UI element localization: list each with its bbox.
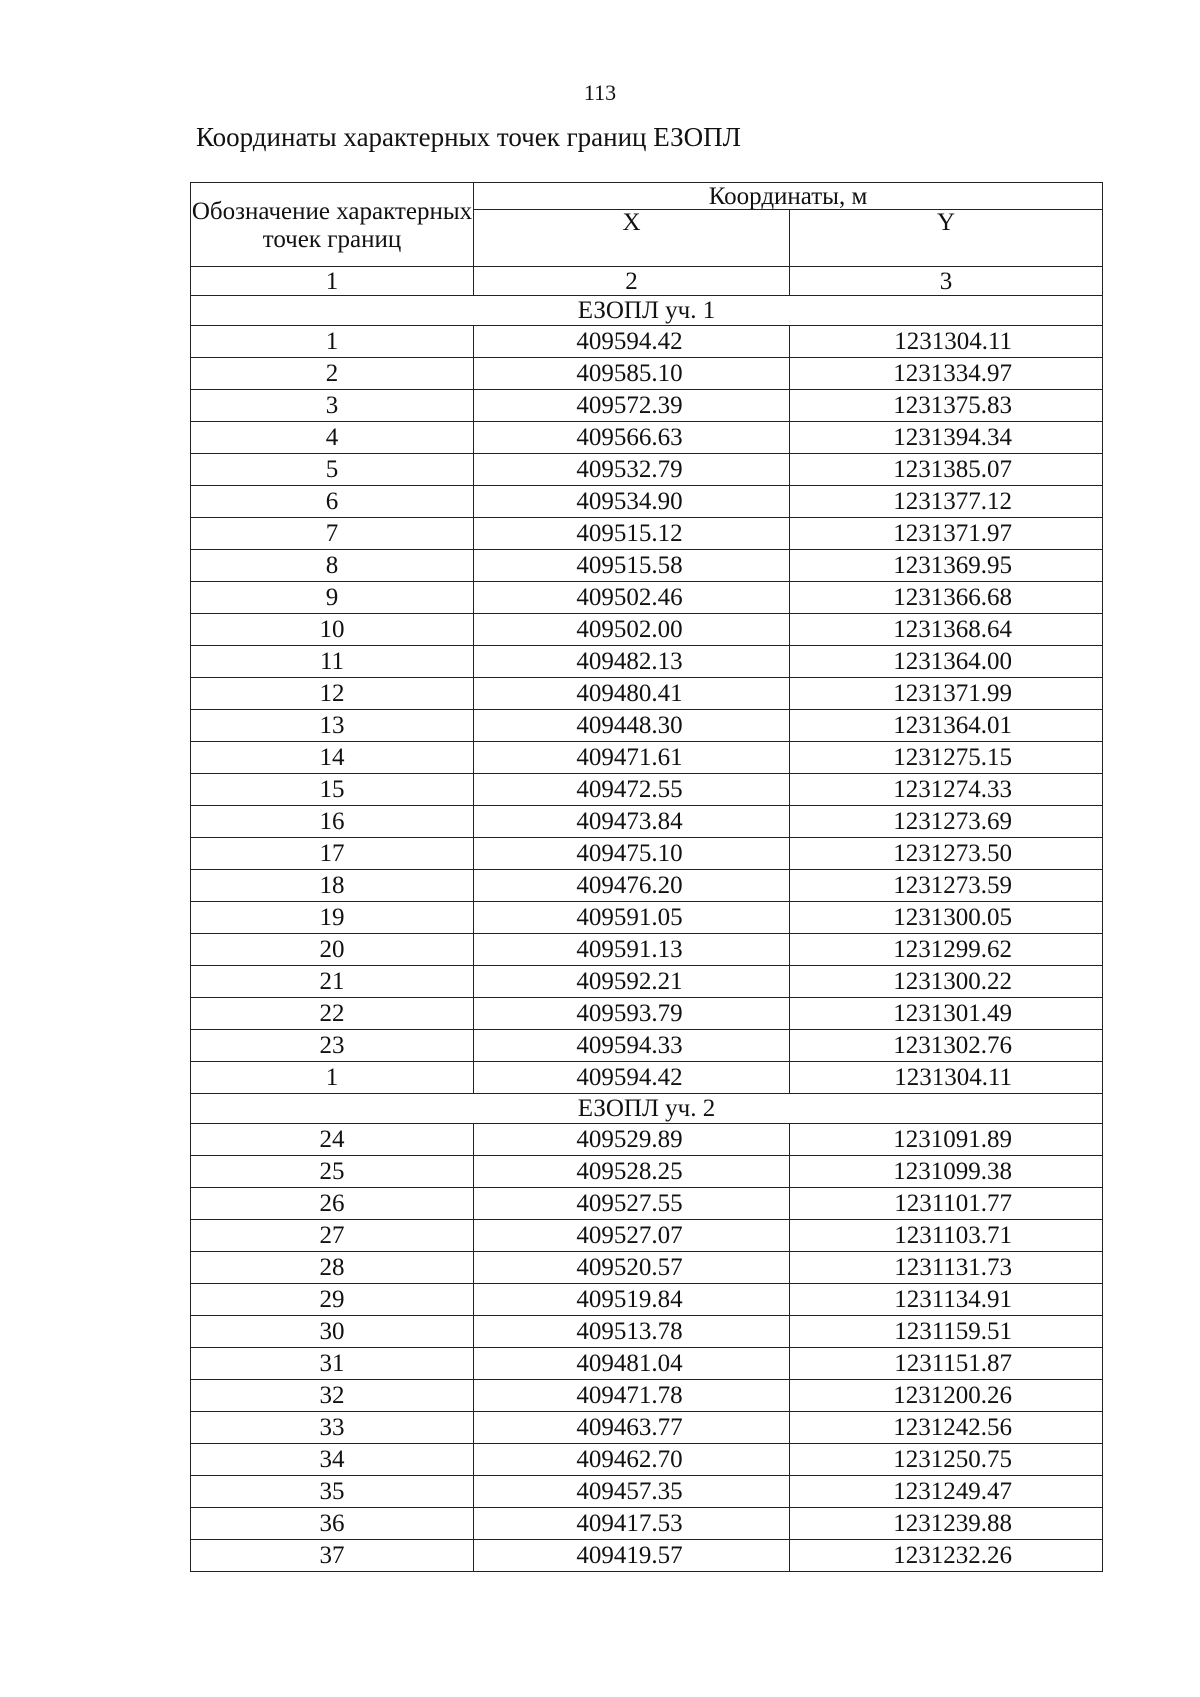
- x-cell: 409520.57: [474, 1252, 790, 1284]
- y-cell: 1231099.38: [790, 1156, 1103, 1188]
- column-number-2: 2: [474, 267, 790, 296]
- table-row: [191, 1156, 1103, 1188]
- point-cell: 17: [191, 838, 474, 870]
- y-cell: 1231200.26: [790, 1380, 1103, 1412]
- y-cell: 1231151.87: [790, 1348, 1103, 1380]
- table-header: [191, 183, 1103, 296]
- x-cell: 409482.13: [474, 646, 790, 678]
- table-row: [191, 870, 1103, 902]
- x-cell: 409566.63: [474, 422, 790, 454]
- x-cell: 409532.79: [474, 454, 790, 486]
- page-number: 113: [583, 80, 617, 105]
- point-cell: 30: [191, 1316, 474, 1348]
- point-cell: 37: [191, 1540, 474, 1572]
- table-row: [191, 390, 1103, 422]
- y-cell: 1231242.56: [790, 1412, 1103, 1444]
- document-title: Координаты характерных точек границ ЕЗОПЛ: [196, 122, 741, 152]
- point-cell: 27: [191, 1220, 474, 1252]
- point-cell: 35: [191, 1476, 474, 1508]
- point-cell: 23: [191, 1030, 474, 1062]
- x-cell: 409585.10: [474, 358, 790, 390]
- x-cell: 409594.42: [474, 1062, 790, 1094]
- y-cell: 1231366.68: [790, 582, 1103, 614]
- table-row: [191, 1540, 1103, 1572]
- table-row: [191, 838, 1103, 870]
- x-cell: 409475.10: [474, 838, 790, 870]
- point-cell: 10: [191, 614, 474, 646]
- point-cell: 19: [191, 902, 474, 934]
- y-cell: 1231300.05: [790, 902, 1103, 934]
- point-cell: 9: [191, 582, 474, 614]
- point-cell: 33: [191, 1412, 474, 1444]
- x-cell: 409591.05: [474, 902, 790, 934]
- point-cell: 22: [191, 998, 474, 1030]
- table-row: [191, 422, 1103, 454]
- point-cell: 32: [191, 1380, 474, 1412]
- table-row: [191, 1348, 1103, 1380]
- x-cell: 409594.33: [474, 1030, 790, 1062]
- section-row: [191, 1094, 1103, 1124]
- x-cell: 409515.58: [474, 550, 790, 582]
- x-cell: 409519.84: [474, 1284, 790, 1316]
- x-cell: 409572.39: [474, 390, 790, 422]
- point-cell: 28: [191, 1252, 474, 1284]
- point-cell: 7: [191, 518, 474, 550]
- y-cell: 1231364.00: [790, 646, 1103, 678]
- table-row: [191, 742, 1103, 774]
- y-cell: 1231091.89: [790, 1124, 1103, 1156]
- y-cell: 1231250.75: [790, 1444, 1103, 1476]
- y-cell: 1231299.62: [790, 934, 1103, 966]
- point-cell: 21: [191, 966, 474, 998]
- point-cell: 1: [191, 1062, 474, 1094]
- point-cell: 6: [191, 486, 474, 518]
- point-cell: 25: [191, 1156, 474, 1188]
- y-cell: 1231101.77: [790, 1188, 1103, 1220]
- table-row: [191, 1220, 1103, 1252]
- table-row: [191, 774, 1103, 806]
- y-cell: 1231371.97: [790, 518, 1103, 550]
- y-cell: 1231273.50: [790, 838, 1103, 870]
- header-x: X: [474, 210, 790, 267]
- point-cell: 26: [191, 1188, 474, 1220]
- table-row: [191, 1252, 1103, 1284]
- table-body: [191, 296, 1103, 1572]
- x-cell: 409528.25: [474, 1156, 790, 1188]
- y-cell: 1231368.64: [790, 614, 1103, 646]
- section-title: ЕЗОПЛ уч. 1: [191, 296, 1103, 326]
- x-cell: 409471.61: [474, 742, 790, 774]
- x-cell: 409471.78: [474, 1380, 790, 1412]
- column-numbers-row: [191, 267, 1103, 296]
- y-cell: 1231134.91: [790, 1284, 1103, 1316]
- point-cell: 8: [191, 550, 474, 582]
- point-cell: 24: [191, 1124, 474, 1156]
- x-cell: 409476.20: [474, 870, 790, 902]
- y-cell: 1231304.11: [790, 1062, 1103, 1094]
- point-cell: 31: [191, 1348, 474, 1380]
- x-cell: 409480.41: [474, 678, 790, 710]
- point-cell: 11: [191, 646, 474, 678]
- y-cell: 1231239.88: [790, 1508, 1103, 1540]
- table-row: [191, 582, 1103, 614]
- table-row: [191, 550, 1103, 582]
- x-cell: 409594.42: [474, 326, 790, 358]
- table-row: [191, 486, 1103, 518]
- table-row: [191, 902, 1103, 934]
- column-number-1: 1: [191, 267, 474, 296]
- y-cell: 1231131.73: [790, 1252, 1103, 1284]
- y-cell: 1231273.69: [790, 806, 1103, 838]
- x-cell: 409593.79: [474, 998, 790, 1030]
- header-coordinates-group: Координаты, м: [474, 183, 1103, 210]
- point-cell: 12: [191, 678, 474, 710]
- table-row: [191, 998, 1103, 1030]
- table-row: [191, 806, 1103, 838]
- section-title: ЕЗОПЛ уч. 2: [191, 1094, 1103, 1124]
- x-cell: 409457.35: [474, 1476, 790, 1508]
- coordinates-table: [190, 182, 1103, 1572]
- x-cell: 409448.30: [474, 710, 790, 742]
- section-row: [191, 296, 1103, 326]
- y-cell: 1231300.22: [790, 966, 1103, 998]
- x-cell: 409527.55: [474, 1188, 790, 1220]
- x-cell: 409527.07: [474, 1220, 790, 1252]
- table-row: [191, 358, 1103, 390]
- point-cell: 20: [191, 934, 474, 966]
- x-cell: 409513.78: [474, 1316, 790, 1348]
- point-cell: 34: [191, 1444, 474, 1476]
- point-cell: 4: [191, 422, 474, 454]
- table-row: [191, 1062, 1103, 1094]
- x-cell: 409462.70: [474, 1444, 790, 1476]
- y-cell: 1231274.33: [790, 774, 1103, 806]
- point-cell: 29: [191, 1284, 474, 1316]
- y-cell: 1231232.26: [790, 1540, 1103, 1572]
- table-row: [191, 1476, 1103, 1508]
- table-row: [191, 646, 1103, 678]
- table-row: [191, 1284, 1103, 1316]
- table-row: [191, 1380, 1103, 1412]
- y-cell: 1231302.76: [790, 1030, 1103, 1062]
- y-cell: 1231275.15: [790, 742, 1103, 774]
- y-cell: 1231301.49: [790, 998, 1103, 1030]
- table-row: [191, 518, 1103, 550]
- point-cell: 5: [191, 454, 474, 486]
- x-cell: 409591.13: [474, 934, 790, 966]
- table-row: [191, 1316, 1103, 1348]
- x-cell: 409463.77: [474, 1412, 790, 1444]
- point-cell: 3: [191, 390, 474, 422]
- point-cell: 18: [191, 870, 474, 902]
- y-cell: 1231103.71: [790, 1220, 1103, 1252]
- y-cell: 1231159.51: [790, 1316, 1103, 1348]
- y-cell: 1231364.01: [790, 710, 1103, 742]
- x-cell: 409515.12: [474, 518, 790, 550]
- x-cell: 409529.89: [474, 1124, 790, 1156]
- table-row: [191, 1030, 1103, 1062]
- y-cell: 1231273.59: [790, 870, 1103, 902]
- y-cell: 1231375.83: [790, 390, 1103, 422]
- point-cell: 16: [191, 806, 474, 838]
- point-cell: 14: [191, 742, 474, 774]
- y-cell: 1231249.47: [790, 1476, 1103, 1508]
- x-cell: 409419.57: [474, 1540, 790, 1572]
- x-cell: 409417.53: [474, 1508, 790, 1540]
- table-row: [191, 1412, 1103, 1444]
- x-cell: 409481.04: [474, 1348, 790, 1380]
- x-cell: 409502.46: [474, 582, 790, 614]
- point-cell: 1: [191, 326, 474, 358]
- table-row: [191, 710, 1103, 742]
- header-y: Y: [790, 210, 1103, 267]
- y-cell: 1231394.34: [790, 422, 1103, 454]
- table-row: [191, 614, 1103, 646]
- table-row: [191, 1444, 1103, 1476]
- x-cell: 409502.00: [474, 614, 790, 646]
- x-cell: 409534.90: [474, 486, 790, 518]
- point-cell: 15: [191, 774, 474, 806]
- table-row: [191, 1188, 1103, 1220]
- column-number-3: 3: [790, 267, 1103, 296]
- table-row: [191, 934, 1103, 966]
- x-cell: 409473.84: [474, 806, 790, 838]
- x-cell: 409472.55: [474, 774, 790, 806]
- table-row: [191, 678, 1103, 710]
- table-row: [191, 966, 1103, 998]
- y-cell: 1231385.07: [790, 454, 1103, 486]
- point-cell: 13: [191, 710, 474, 742]
- point-cell: 2: [191, 358, 474, 390]
- point-cell: 36: [191, 1508, 474, 1540]
- y-cell: 1231334.97: [790, 358, 1103, 390]
- y-cell: 1231304.11: [790, 326, 1103, 358]
- y-cell: 1231371.99: [790, 678, 1103, 710]
- table-row: [191, 1124, 1103, 1156]
- y-cell: 1231369.95: [790, 550, 1103, 582]
- table-row: [191, 326, 1103, 358]
- x-cell: 409592.21: [474, 966, 790, 998]
- table-row: [191, 1508, 1103, 1540]
- table-row: [191, 454, 1103, 486]
- header-point-designation: Обозначение характерных точек границ: [191, 183, 474, 267]
- y-cell: 1231377.12: [790, 486, 1103, 518]
